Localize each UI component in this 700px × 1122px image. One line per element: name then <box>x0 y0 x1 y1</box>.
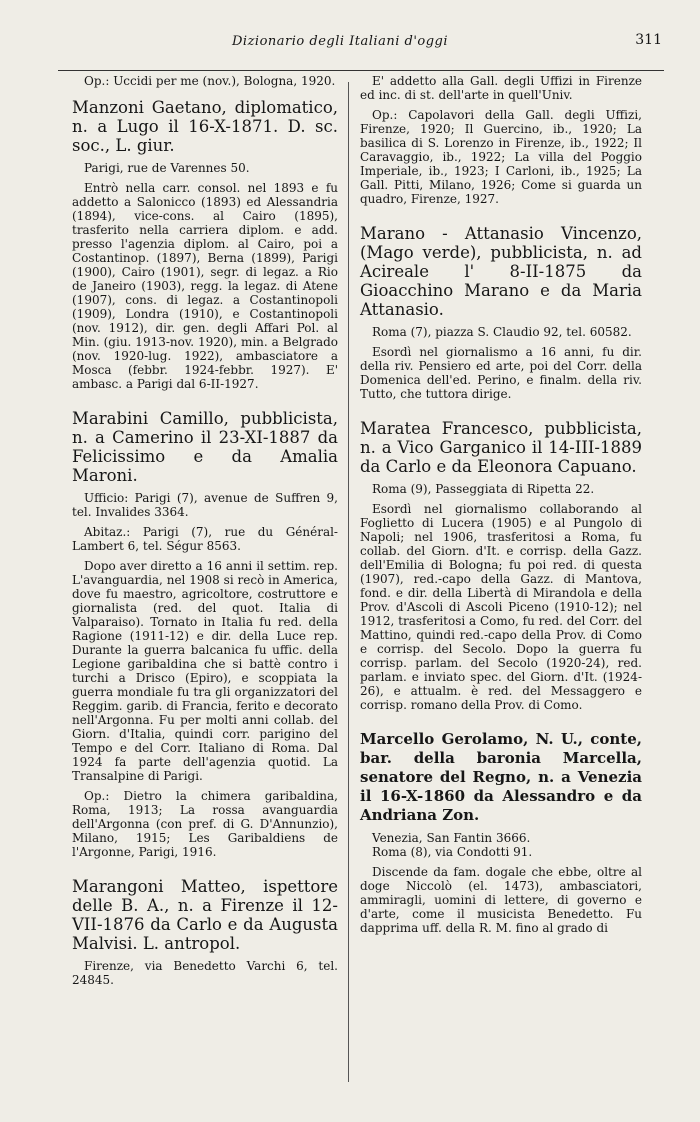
page-number: 311 <box>635 32 662 48</box>
right-column <box>360 74 642 935</box>
entry-heading-maratea: Maratea Francesco, pubblicista, n. a Vico Garganico il 14-III-1889 da Carlo e da Eleonora Capuano. <box>360 419 642 476</box>
page-header <box>56 22 664 48</box>
entry-address: Roma (9), Passeggiata di Ripetta 22. <box>372 482 595 496</box>
continued-entry-works: Op.: Uccidi per me (nov.), Bologna, 1920. <box>84 74 336 88</box>
entry-address: Roma (7), piazza S. Claudio 92, tel. 60582. <box>372 325 632 339</box>
entry-biography: Discende da fam. dogale che ebbe, oltre al doge Niccolò (el. 1473), ambasciatori, ammiragli, uomini di lettere, di governo e d'arte, come il musicista Benedetto. Fu dapprima uff. della R. M. fino al grado di <box>360 865 642 935</box>
entry-biography: Entrò nella carr. consol. nel 1893 e fu addetto a Salonicco (1893) ed Alessandria (1894), vice-cons. al Cairo (1895), trasferito nella carriera diplom. e add. presso l'agenzia diplom. al Cairo, poi a Costantinop. (1897), Berna (1899), Parigi (1900), Cairo (1901), segr. di legaz. a Rio de Janeiro (1903), regg. la legaz. di Atene (1907), cons. di legaz. a Costantinopoli (1909), Londra (1910), e Costantinopoli (nov. 1912), dir. gen. degli Affari Pol. al Min. (giu. 1913-nov. 1920), min. a Belgrado (nov. 1920-lug. 1922), ambasciatore a Mosca (febbr. 1924-febbr. 1927). E' ambasc. a Parigi dal 6-II-1927. <box>72 181 338 391</box>
continued-entry-text: E' addetto alla Gall. degli Uffizi in Firenze ed inc. di st. dell'arte in quell'Univ. <box>360 74 642 102</box>
continued-entry-works: Op.: Capolavori della Gall. degli Uffizi, Firenze, 1920; Il Guercino, ib., 1920; La basilica di S. Lorenzo in Firenze, ib., 1922; Il Caravaggio, ib., 1922; La villa del Poggio Imperiale, ib., 1923; I Carloni, ib., 1925; La Gall. Pitti, Milano, 1926; Come si guarda un quadro, Firenze, 1927. <box>360 108 642 206</box>
entry-address: Venezia, San Fantin 3666. <box>372 831 531 845</box>
left-column <box>72 74 338 987</box>
entry-biography: Esordì nel giornalismo a 16 anni, fu dir. della riv. Pensiero ed arte, poi del Corr. della Domenica dell'ed. Perino, e finalm. della riv. Tutto, che tuttora dirige. <box>360 345 642 401</box>
entry-heading-marcello: Marcello Gerolamo, N. U., conte, bar. della baronia Marcella, senatore del Regno, n. a Venezia il 16-X-1860 da Alessandro e da Andriana Zon. <box>360 730 642 824</box>
entry-office: Ufficio: Parigi (7), avenue de Suffren 9, tel. Invalides 3364. <box>72 491 338 519</box>
entry-address: Firenze, via Benedetto Varchi 6, tel. 24845. <box>72 959 338 987</box>
column-divider <box>348 82 349 1082</box>
entry-heading-marano: Marano - Attanasio Vincenzo, (Mago verde), pubblicista, n. ad Acireale l' 8-II-1875 da Gioacchino Marano e da Maria Attanasio. <box>360 224 642 319</box>
entry-address: Parigi, rue de Varennes 50. <box>84 161 250 175</box>
entry-heading-marangoni: Marangoni Matteo, ispettore delle B. A., n. a Firenze il 12-VII-1876 da Carlo e da Augusta Malvisi. L. antropol. <box>72 877 338 953</box>
entry-heading-manzoni: Manzoni Gaetano, diplomatico, n. a Lugo il 16-X-1871. D. sc. soc., L. giur. <box>72 98 338 155</box>
entry-biography: Esordì nel giornalismo collaborando al Foglietto di Lucera (1905) e al Pungolo di Napoli; nel 1906, trasferitosi a Roma, fu collab. del Giorn. d'It. e corrisp. della Gazz. dell'Emilia di Bologna; fu poi red. di questa (1907), red.-capo della Gazz. di Mantova, fond. e dir. della Libertà di Mirandola e della Prov. d'Ascoli di Ascoli Piceno (1910-12); nel 1912, trasferitosi a Como, fu red. del Corr. del Mattino, quindi red.-capo della Prov. di Como e corrisp. del Secolo. Dopo la guerra fu corrisp. parlam. del Secolo (1920-24), red. parlam. e inviato spec. del Giorn. d'It. (1924-26), e attualm. è red. del Messaggero e corrisp. romano della Prov. di Como. <box>360 502 642 712</box>
entry-residence: Abitaz.: Parigi (7), rue du Général-Lambert 6, tel. Ségur 8563. <box>72 525 338 553</box>
entry-biography: Dopo aver diretto a 16 anni il settim. rep. L'avanguardia, nel 1908 si recò in America, dove fu maestro, agricoltore, costruttore e giornalista (red. del quot. Italia di Valparaiso). Tornato in Italia fu red. della Ragione (1911-12) e dir. della Luce rep. Durante la guerra balcanica fu uffic. della Legione garibaldina che si battè contro i turchi a Drisco (Epiro), e scoppiata la guerra mondiale fu tra gli organizzatori del Reggim. garib. di Francia, ferito e decorato nell'Argonna. Fu per molti anni collab. del Giorn. d'Italia, quindi corr. parigino del Tempo e del Corr. Italiano di Roma. Dal 1924 fa parte dell'agenzia quotid. La Transalpine di Parigi. <box>72 559 338 783</box>
entry-heading-marabini: Marabini Camillo, pubblicista, n. a Camerino il 23-XI-1887 da Felicissimo e da Amalia Maroni. <box>72 409 338 485</box>
header-rule <box>58 70 664 71</box>
entry-address: Roma (8), via Condotti 91. <box>372 845 533 859</box>
entry-works: Op.: Dietro la chimera garibaldina, Roma, 1913; La rossa avanguardia dell'Argonna (con pref. di G. D'Annunzio), Milano, 1915; Les Garibaldiens de l'Argonne, Parigi, 1916. <box>72 789 338 859</box>
running-title: Dizionario degli Italiani d'oggi <box>232 34 449 49</box>
